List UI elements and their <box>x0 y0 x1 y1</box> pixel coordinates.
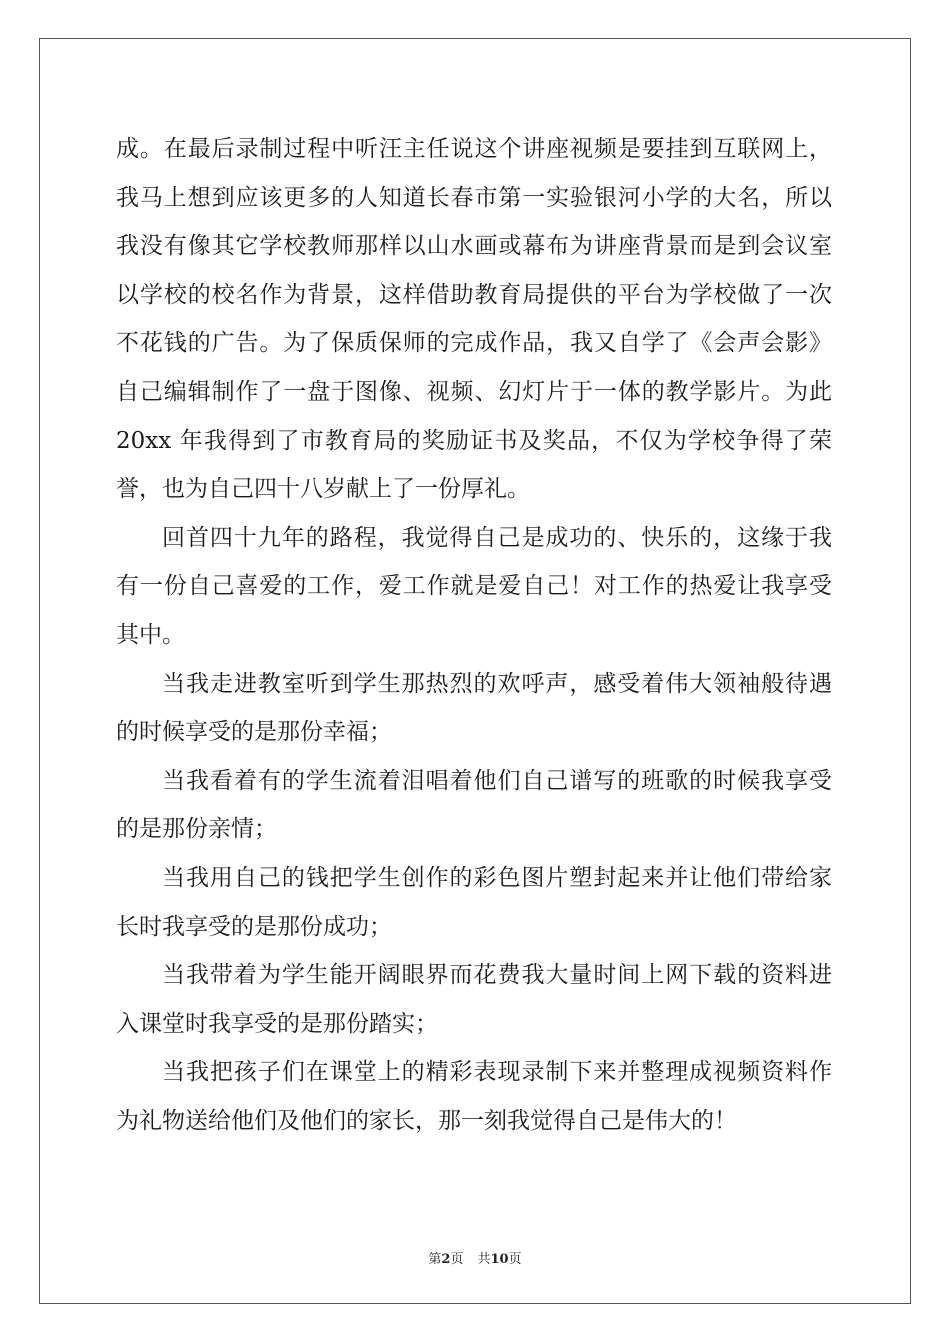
page-prefix: 第 <box>428 1252 442 1267</box>
text-line: 成。在最后录制过程中听汪主任说这个讲座视频是要挂到互联网上， <box>116 136 832 162</box>
text-line: 不花钱的广告。为了保质保师的完成作品，我又自学了《会声会影》 <box>116 330 832 357</box>
text-line: 我没有像其它学校教师那样以山水画或幕布为讲座背景而是到会议室 <box>116 233 832 260</box>
text-line: 当我看着有的学生流着泪唱着他们自己谱写的班歌的时候我享受 <box>162 767 832 794</box>
text-line: 当我走进教室听到学生那热烈的欢呼声，感受着伟大领袖般待遇 <box>162 670 832 697</box>
text-line: 当我把孩子们在课堂上的精彩表现录制下来并整理成视频资料作 <box>162 1059 832 1086</box>
total-suffix: 页 <box>508 1252 522 1267</box>
text-line: 自己编辑制作了一盘于图像、视频、幻灯片于一体的教学影片。为此 <box>116 378 832 405</box>
total-prefix: 共 <box>477 1252 491 1267</box>
text-line: 长时我享受的是那份成功； <box>116 913 392 940</box>
text-line: 当我带着为学生能开阔眼界而花费我大量时间上网下载的资料进 <box>162 962 832 989</box>
text-line: 当我用自己的钱把学生创作的彩色图片塑封起来并让他们带给家 <box>162 864 832 891</box>
text-line: 其中。 <box>116 621 185 648</box>
text-line: 以学校的校名作为背景，这样借助教育局提供的平台为学校做了一次 <box>116 281 832 308</box>
text-line: 的是那份亲情； <box>116 816 277 843</box>
page-number: 2 <box>441 1252 451 1267</box>
text-line: 誉，也为自己四十八岁献上了一份厚礼。 <box>116 476 530 503</box>
text-line: 有一份自己喜爱的工作，爱工作就是爱自己！对工作的热爱让我享受 <box>116 573 832 600</box>
text-line: 的时候享受的是那份幸福； <box>116 719 392 746</box>
page-footer <box>0 1248 950 1267</box>
text-line: 为礼物送给他们及他们的家长，那一刻我觉得自己是伟大的！ <box>116 1107 737 1134</box>
text-line: 20xx 年我得到了市教育局的奖励证书及奖品，不仅为学校争得了荣 <box>116 427 832 454</box>
document-body <box>116 125 832 1145</box>
total-pages: 10 <box>490 1252 509 1267</box>
text-line: 回首四十九年的路程，我觉得自己是成功的、快乐的，这缘于我 <box>162 524 832 551</box>
page-suffix: 页 <box>450 1252 464 1267</box>
text-line: 我马上想到应该更多的人知道长春市第一实验银河小学的大名，所以 <box>116 184 832 211</box>
text-line: 入课堂时我享受的是那份踏实； <box>116 1010 438 1037</box>
